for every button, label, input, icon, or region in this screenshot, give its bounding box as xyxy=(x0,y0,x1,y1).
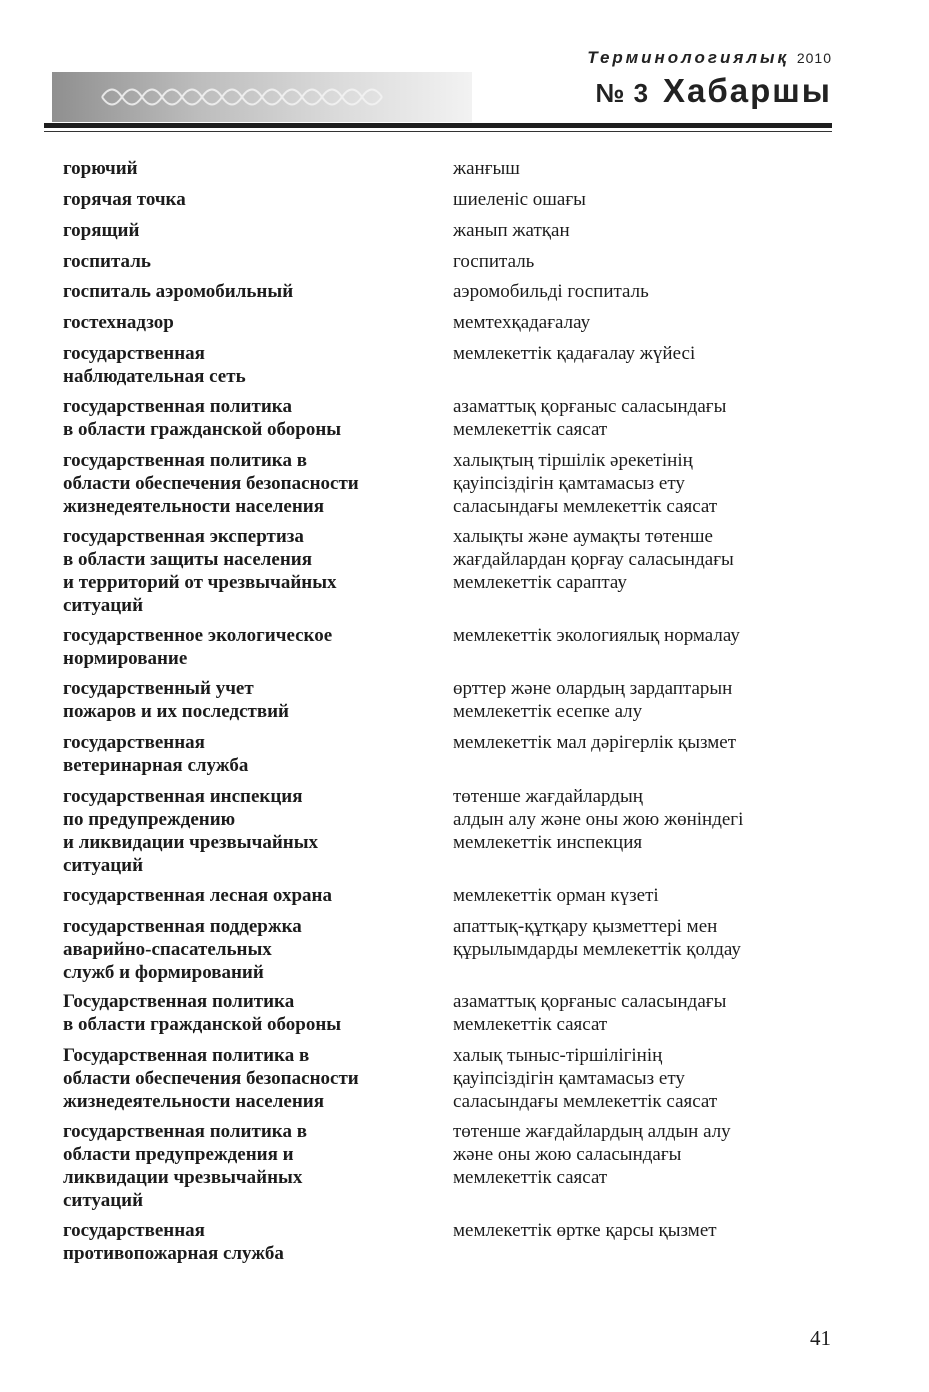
term-line: государственная политика xyxy=(63,396,292,417)
term-line: ситуаций xyxy=(63,595,144,616)
term-line: государственная инспекция xyxy=(63,786,303,807)
glossary-definition xyxy=(453,1044,853,1113)
glossary-term xyxy=(63,250,433,273)
glossary-term xyxy=(63,219,433,242)
definition-line: госпиталь xyxy=(453,251,535,272)
glossary-term xyxy=(63,1120,433,1212)
glossary-definition xyxy=(453,188,853,211)
definition-line: жағдайлардан қорғау саласындағы xyxy=(453,549,734,570)
term-line: государственная xyxy=(63,732,205,753)
glossary-term xyxy=(63,280,433,303)
term-line: государственная политика в xyxy=(63,1121,307,1142)
glossary-term xyxy=(63,395,433,441)
term-line: служб и формирований xyxy=(63,962,264,983)
definition-line: азаматтық қорғаныс саласындағы xyxy=(453,396,727,417)
glossary-term xyxy=(63,884,433,907)
term-line: государственный учет xyxy=(63,678,254,699)
glossary-term xyxy=(63,157,433,180)
definition-line: және оны жою саласындағы xyxy=(453,1144,682,1165)
term-line: области обеспечения безопасности xyxy=(63,473,359,494)
definition-line: мемлекеттік орман күзеті xyxy=(453,885,659,906)
term-line: и ликвидации чрезвычайных xyxy=(63,832,319,853)
term-line: государственная лесная охрана xyxy=(63,885,332,906)
definition-line: қауіпсіздігін қамтамасыз ету xyxy=(453,1068,685,1089)
term-line: государственная политика в xyxy=(63,450,307,471)
glossary-definition xyxy=(453,884,853,907)
term-line: горящий xyxy=(63,220,140,241)
term-line: государственная xyxy=(63,1220,205,1241)
glossary-definition xyxy=(453,525,853,594)
term-line: горючий xyxy=(63,158,138,179)
glossary-definition xyxy=(453,915,853,961)
term-line: государственная поддержка xyxy=(63,916,302,937)
glossary-definition xyxy=(453,624,853,647)
definition-line: төтенше жағдайлардың алдын алу xyxy=(453,1121,731,1142)
glossary-term xyxy=(63,311,433,334)
glossary-term xyxy=(63,731,433,777)
definition-line: өрттер және олардың зардаптарын xyxy=(453,678,733,699)
glossary-term xyxy=(63,1044,433,1113)
glossary-definition xyxy=(453,250,853,273)
term-line: ситуаций xyxy=(63,855,144,876)
definition-line: мемлекеттік саясат xyxy=(453,1167,608,1188)
term-line: Государственная политика xyxy=(63,991,295,1012)
term-line: области предупреждения и xyxy=(63,1144,294,1165)
term-line: ситуаций xyxy=(63,1190,144,1211)
glossary-term xyxy=(63,990,433,1036)
journal-masthead: Хабаршы xyxy=(663,72,832,109)
glossary-definition xyxy=(453,395,853,441)
term-line: госпиталь xyxy=(63,251,151,272)
glossary-term xyxy=(63,342,433,388)
definition-line: жанғыш xyxy=(453,158,520,179)
term-line: жизнедеятельности населения xyxy=(63,1091,325,1112)
term-line: госпиталь аэромобильный xyxy=(63,281,294,302)
definition-line: құрылымдарды мемлекеттік қолдау xyxy=(453,939,741,960)
glossary-term xyxy=(63,785,433,877)
glossary-definition xyxy=(453,280,853,303)
definition-line: мемлекеттік өртке қарсы қызмет xyxy=(453,1220,717,1241)
glossary-definition xyxy=(453,311,853,334)
term-line: по предупреждению xyxy=(63,809,236,830)
definition-line: халық тыныс-тіршілігінің xyxy=(453,1045,663,1066)
glossary-term xyxy=(63,624,433,670)
definition-line: мемлекеттік мал дәрігерлік қызмет xyxy=(453,732,737,753)
term-line: в области гражданской обороны xyxy=(63,1014,342,1035)
term-line: Государственная политика в xyxy=(63,1045,310,1066)
journal-name: Терминологиялық xyxy=(587,48,790,67)
definition-line: мемлекеттік саясат xyxy=(453,1014,608,1035)
definition-line: жанып жатқан xyxy=(453,220,570,241)
definition-line: саласындағы мемлекеттік саясат xyxy=(453,496,718,517)
definition-line: халықты және аумақты төтенше xyxy=(453,526,713,547)
glossary-definition xyxy=(453,449,853,518)
definition-line: азаматтық қорғаныс саласындағы xyxy=(453,991,727,1012)
glossary-definition xyxy=(453,731,853,754)
glossary-definition xyxy=(453,342,853,365)
definition-line: апаттық-құтқару қызметтері мен xyxy=(453,916,718,937)
term-line: противопожарная служба xyxy=(63,1243,284,1264)
term-line: и территорий от чрезвычайных xyxy=(63,572,337,593)
page-number: 41 xyxy=(810,1326,831,1350)
term-line: в области гражданской обороны xyxy=(63,419,342,440)
term-line: наблюдательная сеть xyxy=(63,366,246,387)
term-line: ликвидации чрезвычайных xyxy=(63,1167,303,1188)
term-line: государственная экспертиза xyxy=(63,526,304,547)
definition-line: аэромобильді госпиталь xyxy=(453,281,649,302)
definition-line: халықтың тіршілік әрекетінің xyxy=(453,450,693,471)
term-line: в области защиты населения xyxy=(63,549,313,570)
term-line: жизнедеятельности населения xyxy=(63,496,325,517)
definition-line: мемлекеттік қадағалау жүйесі xyxy=(453,343,696,364)
glossary-term xyxy=(63,915,433,984)
term-line: ветеринарная служба xyxy=(63,755,249,776)
glossary-definition xyxy=(453,1120,853,1189)
term-line: области обеспечения безопасности xyxy=(63,1068,359,1089)
definition-line: алдын алу және оны жою жөніндегі xyxy=(453,809,744,830)
definition-line: мемлекеттік саясат xyxy=(453,419,608,440)
term-line: государственная xyxy=(63,343,205,364)
term-line: государственное экологическое xyxy=(63,625,333,646)
term-line: нормирование xyxy=(63,648,188,669)
issue-number: № 3 xyxy=(595,78,650,108)
definition-line: мемлекеттік есепке алу xyxy=(453,701,643,722)
term-line: гостехнадзор xyxy=(63,312,174,333)
definition-line: саласындағы мемлекеттік саясат xyxy=(453,1091,718,1112)
definition-line: мемлекеттік сараптау xyxy=(453,572,627,593)
glossary-term xyxy=(63,188,433,211)
glossary-definition xyxy=(453,1219,853,1242)
term-line: пожаров и их последствий xyxy=(63,701,290,722)
definition-line: мемлекеттік экологиялық нормалау xyxy=(453,625,740,646)
glossary-definition xyxy=(453,785,853,854)
glossary-term xyxy=(63,525,433,617)
glossary-term xyxy=(63,677,433,723)
glossary-term xyxy=(63,1219,433,1265)
glossary-definition xyxy=(453,990,853,1036)
definition-line: қауіпсіздігін қамтамасыз ету xyxy=(453,473,685,494)
glossary-definition xyxy=(453,219,853,242)
glossary-definition xyxy=(453,157,853,180)
term-line: горячая точка xyxy=(63,189,186,210)
glossary-definition xyxy=(453,677,853,723)
glossary-term xyxy=(63,449,433,518)
definition-line: мемтехқадағалау xyxy=(453,312,591,333)
definition-line: төтенше жағдайлардың xyxy=(453,786,643,807)
definition-line: мемлекеттік инспекция xyxy=(453,832,643,853)
definition-line: шиеленіс ошағы xyxy=(453,189,586,210)
journal-year: 2010 xyxy=(796,50,832,66)
term-line: аварийно-спасательных xyxy=(63,939,272,960)
